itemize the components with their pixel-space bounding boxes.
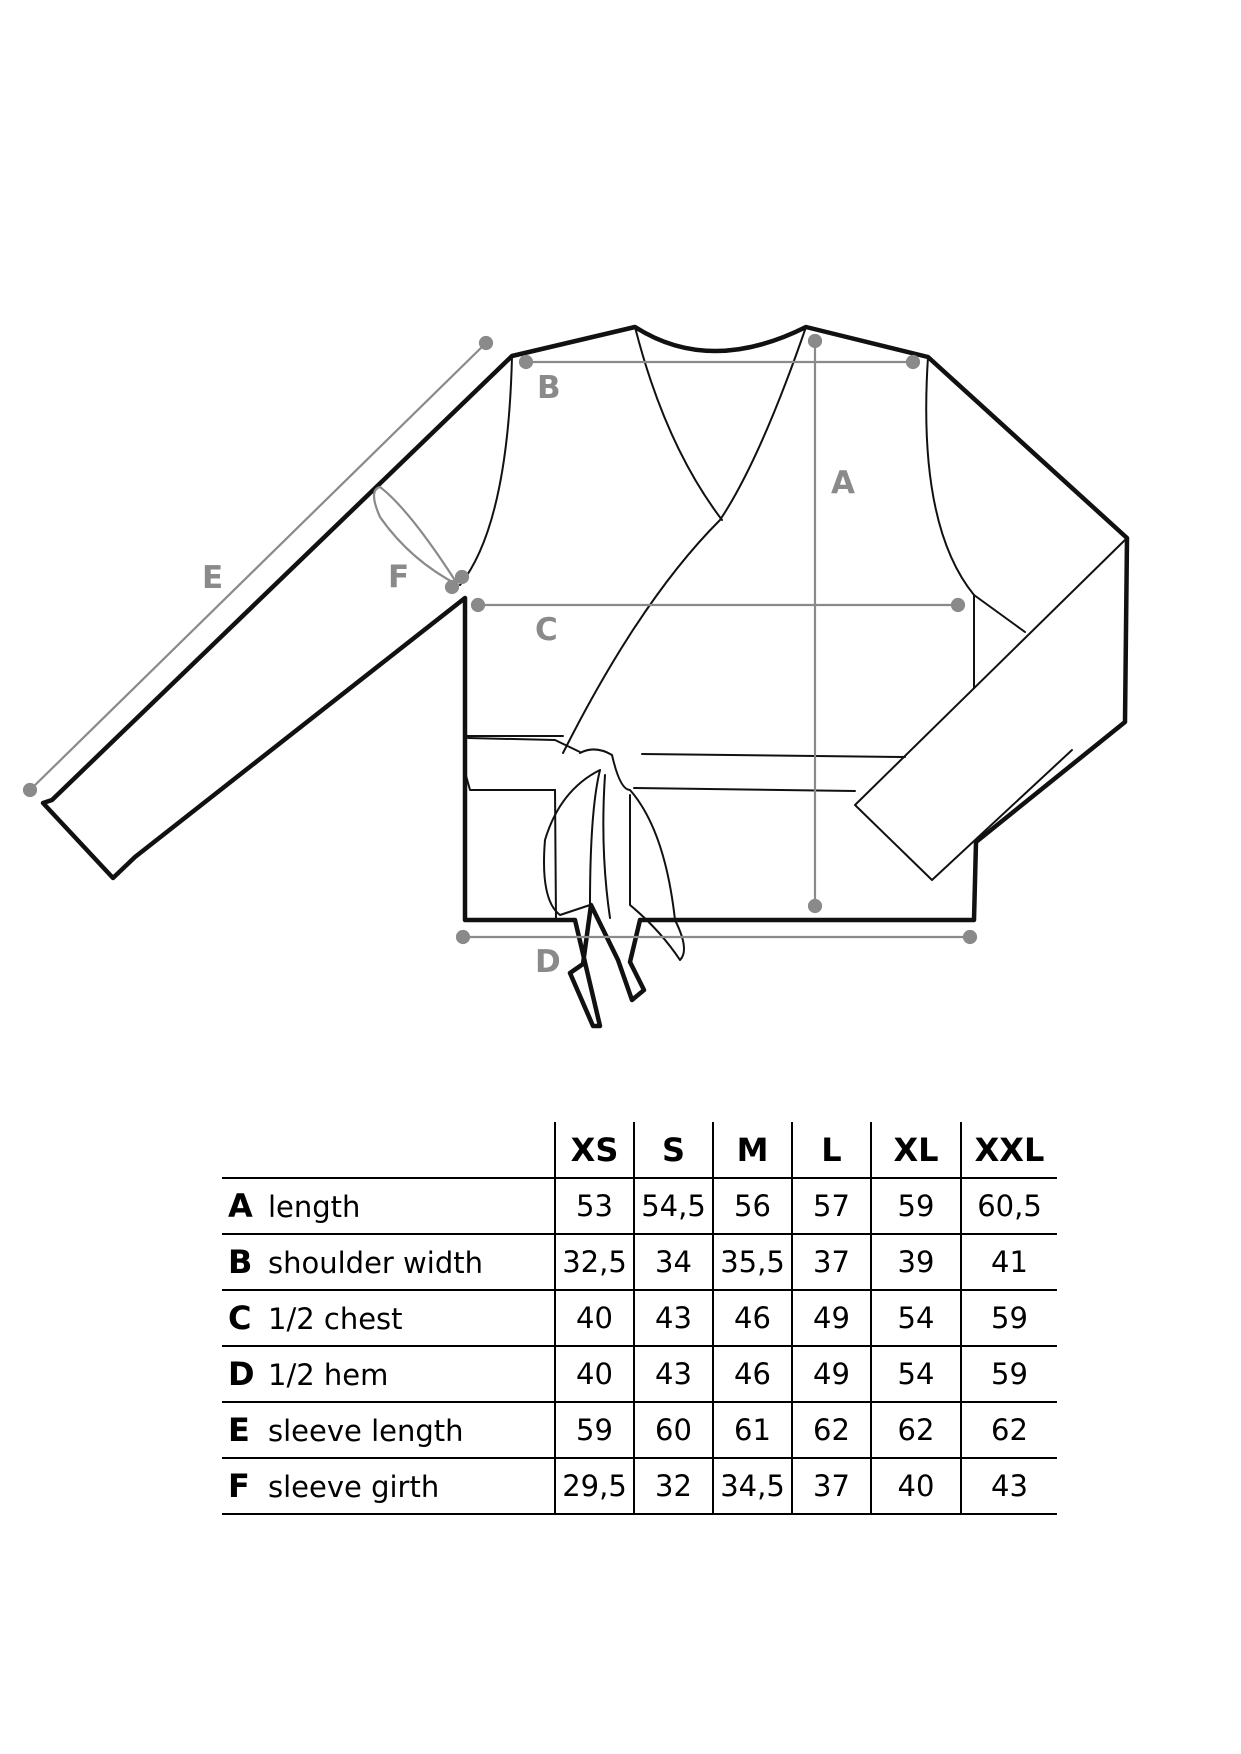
label-b: B <box>537 370 561 406</box>
table-cell: 60 <box>634 1402 713 1458</box>
measure-point <box>964 931 976 943</box>
measure-point <box>457 931 469 943</box>
measurement-name: 1/2 hem <box>268 1358 389 1392</box>
measure-point <box>809 335 821 347</box>
label-c: C <box>535 612 558 648</box>
measurement-lines <box>24 335 976 943</box>
label-f: F <box>388 559 410 595</box>
table-cell: 29,5 <box>555 1458 634 1514</box>
size-header-row <box>222 1122 1057 1178</box>
table-cell: 43 <box>634 1346 713 1402</box>
measurement-name: shoulder width <box>268 1246 483 1280</box>
table-cell: 49 <box>792 1290 871 1346</box>
cardigan-outline <box>43 327 1127 1026</box>
measure-line-e <box>30 343 486 790</box>
table-cell: 59 <box>555 1402 634 1458</box>
table-cell: 39 <box>871 1234 961 1290</box>
measurement-label <box>222 1290 555 1346</box>
table-cell: 62 <box>792 1402 871 1458</box>
table-cell: 35,5 <box>713 1234 792 1290</box>
header-empty-cell <box>222 1122 555 1178</box>
table-cell: 54,5 <box>634 1178 713 1234</box>
table-cell: 54 <box>871 1346 961 1402</box>
measure-point <box>952 599 964 611</box>
label-a: A <box>831 465 855 501</box>
size-chart-table <box>222 1122 1057 1515</box>
table-row <box>222 1458 1057 1514</box>
measurement-name: sleeve length <box>268 1414 464 1448</box>
measure-point <box>520 356 532 368</box>
table-cell: 34,5 <box>713 1458 792 1514</box>
table-cell: 46 <box>713 1346 792 1402</box>
underlap-edge <box>635 327 722 520</box>
measure-point <box>907 356 919 368</box>
table-row <box>222 1234 1057 1290</box>
size-header: XS <box>555 1122 634 1178</box>
table-cell: 46 <box>713 1290 792 1346</box>
measurement-label <box>222 1178 555 1234</box>
measure-point <box>809 900 821 912</box>
table-row <box>222 1402 1057 1458</box>
measurement-label <box>222 1402 555 1458</box>
measurement-letter: D <box>228 1355 255 1393</box>
measure-point <box>480 337 492 349</box>
measure-point <box>456 571 468 583</box>
measurement-labels <box>202 370 855 980</box>
size-header: M <box>713 1122 792 1178</box>
measurement-letter: C <box>228 1299 252 1337</box>
measurement-letter: B <box>228 1243 253 1281</box>
belt-bow <box>544 749 684 960</box>
table-cell: 62 <box>961 1402 1057 1458</box>
table-cell: 32,5 <box>555 1234 634 1290</box>
measurement-name: sleeve girth <box>268 1470 440 1504</box>
size-header: XXL <box>961 1122 1057 1178</box>
measure-point <box>472 599 484 611</box>
table-cell: 40 <box>555 1346 634 1402</box>
measure-point <box>446 581 458 593</box>
belt-band <box>465 736 905 791</box>
table-cell: 37 <box>792 1234 871 1290</box>
table-cell: 40 <box>555 1290 634 1346</box>
measure-point <box>24 784 36 796</box>
table-cell: 41 <box>961 1234 1057 1290</box>
label-e: E <box>202 560 224 596</box>
measurement-name: length <box>268 1190 361 1224</box>
table-cell: 34 <box>634 1234 713 1290</box>
table-cell: 59 <box>961 1290 1057 1346</box>
table-cell: 59 <box>961 1346 1057 1402</box>
size-header: L <box>792 1122 871 1178</box>
measurement-name: 1/2 chest <box>268 1302 403 1336</box>
table-cell: 61 <box>713 1402 792 1458</box>
measurement-label <box>222 1346 555 1402</box>
table-cell: 62 <box>871 1402 961 1458</box>
table-cell: 60,5 <box>961 1178 1057 1234</box>
measurement-letter: A <box>228 1187 253 1225</box>
table-cell: 56 <box>713 1178 792 1234</box>
measurement-label <box>222 1234 555 1290</box>
left-sleeve-seam <box>460 356 512 585</box>
table-cell: 37 <box>792 1458 871 1514</box>
table-cell: 40 <box>871 1458 961 1514</box>
inner-hem-line <box>555 790 556 920</box>
table-cell: 49 <box>792 1346 871 1402</box>
table-cell: 43 <box>961 1458 1057 1514</box>
wrap-front-edge <box>563 327 806 753</box>
measurement-letter: E <box>228 1411 250 1449</box>
table-cell: 59 <box>871 1178 961 1234</box>
table-cell: 57 <box>792 1178 871 1234</box>
table-cell: 32 <box>634 1458 713 1514</box>
size-header: S <box>634 1122 713 1178</box>
label-d: D <box>535 944 561 980</box>
measurement-label <box>222 1458 555 1514</box>
measurement-letter: F <box>228 1467 250 1505</box>
size-header: XL <box>871 1122 961 1178</box>
table-cell: 43 <box>634 1290 713 1346</box>
right-side-seam-2 <box>974 595 1025 632</box>
table-cell: 54 <box>871 1290 961 1346</box>
table-row <box>222 1346 1057 1402</box>
belt-top <box>468 738 580 752</box>
measure-loop-f <box>374 487 458 585</box>
table-row <box>222 1290 1057 1346</box>
table-row <box>222 1178 1057 1234</box>
table-cell: 53 <box>555 1178 634 1234</box>
body-outline <box>43 327 1127 1026</box>
